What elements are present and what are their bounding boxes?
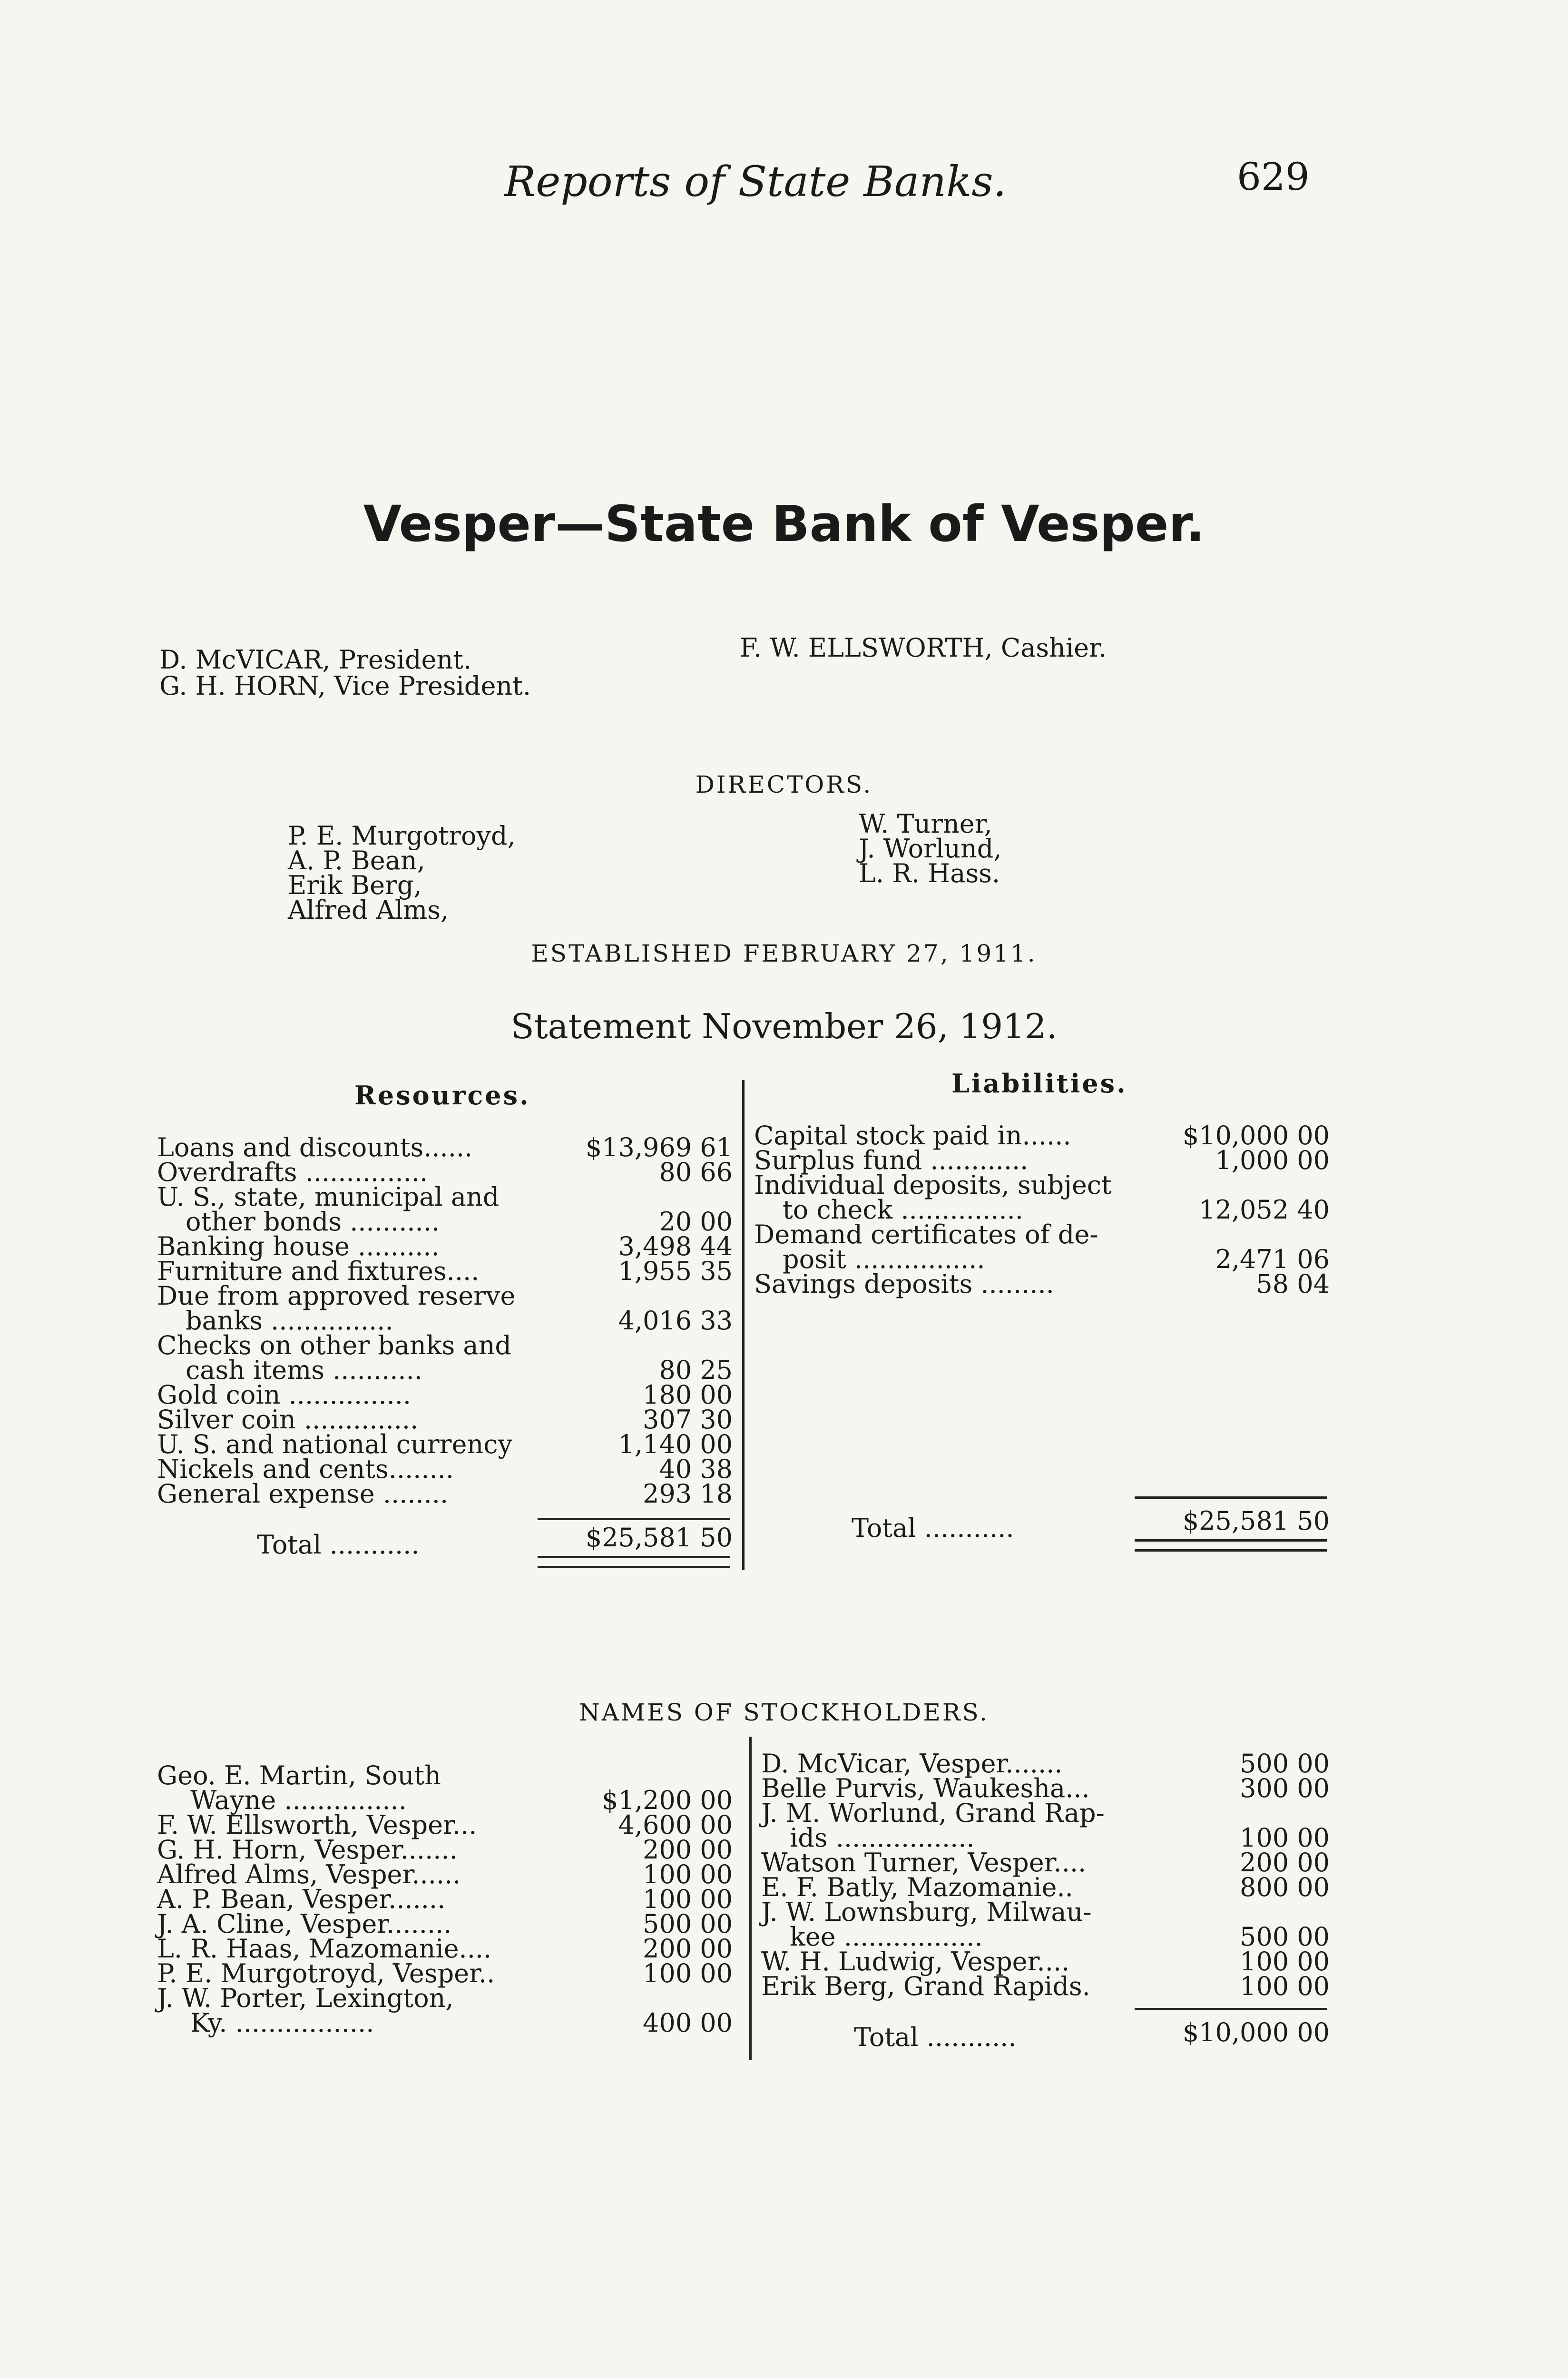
stockholder-label: D. McVicar, Vesper.......	[761, 1749, 1063, 1779]
resource-amount: 80 66	[659, 1157, 733, 1187]
stockholder-label: E. F. Batly, Mazomanie..	[761, 1872, 1073, 1902]
stockholders-heading: NAMES OF STOCKHOLDERS.	[579, 1699, 989, 1726]
resources-heading: Resources.	[354, 1080, 530, 1111]
stockholder-label: W. H. Ludwig, Vesper....	[761, 1946, 1070, 1976]
director-name: P. E. Murgotroyd,	[288, 821, 516, 851]
stockholder-amount: 800 00	[1240, 1872, 1330, 1902]
liability-label: Capital stock paid in......	[754, 1121, 1071, 1150]
stockholder-label: F. W. Ellsworth, Vesper...	[157, 1810, 477, 1840]
resources-total-amount: $25,581 50	[585, 1523, 733, 1553]
resource-amount: 1,955 35	[618, 1256, 733, 1286]
resource-amount: 4,016 33	[618, 1306, 733, 1336]
liabilities-heading: Liabilities.	[951, 1068, 1127, 1099]
resource-label: Banking house ..........	[157, 1231, 440, 1261]
liability-amount: 58 04	[1256, 1269, 1330, 1299]
stockholders-total-amount: $10,000 00	[1182, 2017, 1330, 2047]
stockholder-amount: 300 00	[1240, 1773, 1330, 1803]
liability-amount: 1,000 00	[1215, 1145, 1330, 1175]
stockholder-label: J. W. Lownsburg, Milwau-	[761, 1897, 1092, 1927]
liability-label: posit ................	[783, 1244, 985, 1274]
resource-label: banks ...............	[186, 1306, 393, 1336]
liability-label: Individual deposits, subject	[754, 1170, 1112, 1200]
liability-label: to check ...............	[783, 1195, 1023, 1225]
stockholder-label: Belle Purvis, Waukesha...	[761, 1773, 1090, 1803]
resource-amount: 3,498 44	[618, 1231, 733, 1261]
stockholders-column-divider	[749, 1737, 752, 2060]
officer-president: D. McVICAR, President.	[159, 645, 472, 675]
resources-total-rule	[538, 1518, 730, 1520]
stockholder-amount: 500 00	[1240, 1922, 1330, 1952]
director-name: A. P. Bean,	[288, 845, 425, 875]
stockholder-label: A. P. Bean, Vesper.......	[157, 1884, 446, 1914]
stockholder-label: Ky. .................	[190, 2008, 374, 2038]
resource-label: Due from approved reserve	[157, 1281, 516, 1311]
resource-label: Silver coin ..............	[157, 1405, 419, 1435]
stockholder-amount: 100 00	[1240, 1971, 1330, 2001]
stockholder-amount: 400 00	[643, 2008, 733, 2038]
stockholder-amount: 200 00	[643, 1934, 733, 1964]
stockholder-label: J. A. Cline, Vesper........	[157, 1909, 452, 1939]
resource-label: Nickels and cents........	[157, 1454, 454, 1484]
statement-title: Statement November 26, 1912.	[510, 1006, 1058, 1046]
resource-amount: 40 38	[659, 1454, 733, 1484]
resource-amount: $13,969 61	[585, 1132, 733, 1162]
resource-label: cash items ...........	[186, 1355, 422, 1385]
director-name: W. Turner,	[859, 809, 992, 839]
stockholder-amount: $1,200 00	[602, 1785, 733, 1815]
directors-heading: DIRECTORS.	[695, 771, 873, 798]
stockholder-amount: 200 00	[643, 1835, 733, 1865]
stockholder-amount: 4,600 00	[618, 1810, 733, 1840]
liabilities-total-amount: $25,581 50	[1182, 1506, 1330, 1536]
director-name: L. R. Hass.	[859, 858, 1000, 888]
established-date: ESTABLISHED FEBRUARY 27, 1911.	[531, 940, 1037, 967]
resource-label: Checks on other banks and	[157, 1330, 511, 1360]
stockholder-label: J. M. Worlund, Grand Rap-	[761, 1798, 1105, 1828]
stockholder-amount: 200 00	[1240, 1848, 1330, 1878]
liability-amount: 12,052 40	[1199, 1195, 1330, 1225]
stockholder-label: Watson Turner, Vesper....	[761, 1848, 1087, 1878]
stockholder-amount: 100 00	[643, 1958, 733, 1988]
resource-amount: 293 18	[643, 1479, 733, 1509]
liability-amount: 2,471 06	[1215, 1244, 1330, 1274]
liability-amount: $10,000 00	[1182, 1121, 1330, 1150]
resource-label: Gold coin ...............	[157, 1380, 412, 1410]
liability-label: Demand certificates of de-	[754, 1219, 1098, 1249]
liability-label: Surplus fund ............	[754, 1145, 1029, 1175]
resource-label: U. S., state, municipal and	[157, 1182, 500, 1212]
director-name: Alfred Alms,	[288, 895, 449, 925]
resource-amount: 1,140 00	[618, 1429, 733, 1459]
stockholder-label: Alfred Alms, Vesper......	[157, 1859, 461, 1889]
resource-label: Furniture and fixtures....	[157, 1256, 480, 1286]
running-head: Reports of State Banks.	[504, 157, 1007, 206]
resource-label: other bonds ...........	[186, 1207, 440, 1237]
stockholder-label: ids .................	[790, 1823, 975, 1853]
bank-title: Vesper—State Bank of Vesper.	[363, 495, 1205, 553]
resource-label: Loans and discounts......	[157, 1132, 473, 1162]
stockholder-amount: 100 00	[1240, 1946, 1330, 1976]
officer-cashier: F. W. ELLSWORTH, Cashier.	[740, 633, 1107, 663]
page-number: 629	[1237, 155, 1310, 199]
liabilities-total-label: Total ...........	[852, 1513, 1014, 1543]
stockholder-amount: 500 00	[643, 1909, 733, 1939]
stockholder-label: Erik Berg, Grand Rapids.	[761, 1971, 1090, 2001]
stockholder-amount: 100 00	[1240, 1823, 1330, 1853]
resource-amount: 180 00	[643, 1380, 733, 1410]
stockholder-label: G. H. Horn, Vesper.......	[157, 1835, 458, 1865]
liabilities-total-rule	[1135, 1496, 1327, 1499]
liability-label: Savings deposits .........	[754, 1269, 1054, 1299]
stockholder-label: Geo. E. Martin, South	[157, 1760, 441, 1790]
director-name: J. Worlund,	[859, 834, 1002, 864]
stockholder-label: kee .................	[790, 1922, 983, 1952]
stockholder-amount: 100 00	[643, 1884, 733, 1914]
resources-total-double-rule	[538, 1556, 730, 1568]
officer-vice-president: G. H. HORN, Vice President.	[159, 671, 531, 701]
resource-label: General expense ........	[157, 1479, 449, 1509]
director-name: Erik Berg,	[288, 870, 422, 900]
stockholder-label: Wayne ...............	[190, 1785, 407, 1815]
stockholders-total-label: Total ...........	[854, 2022, 1017, 2052]
stockholder-label: P. E. Murgotroyd, Vesper..	[157, 1958, 495, 1988]
liabilities-total-double-rule	[1135, 1539, 1327, 1552]
stockholder-amount: 100 00	[643, 1859, 733, 1889]
resources-total-label: Total ...........	[257, 1530, 420, 1560]
resource-amount: 307 30	[643, 1405, 733, 1435]
resource-label: U. S. and national currency	[157, 1429, 512, 1459]
stockholders-total-rule	[1135, 2008, 1327, 2010]
stockholder-amount: 500 00	[1240, 1749, 1330, 1779]
stockholder-label: J. W. Porter, Lexington,	[157, 1983, 454, 2013]
resource-amount: 20 00	[659, 1207, 733, 1237]
stockholder-label: L. R. Haas, Mazomanie....	[157, 1934, 492, 1964]
resource-amount: 80 25	[659, 1355, 733, 1385]
resource-label: Overdrafts ...............	[157, 1157, 428, 1187]
column-divider	[742, 1080, 745, 1570]
